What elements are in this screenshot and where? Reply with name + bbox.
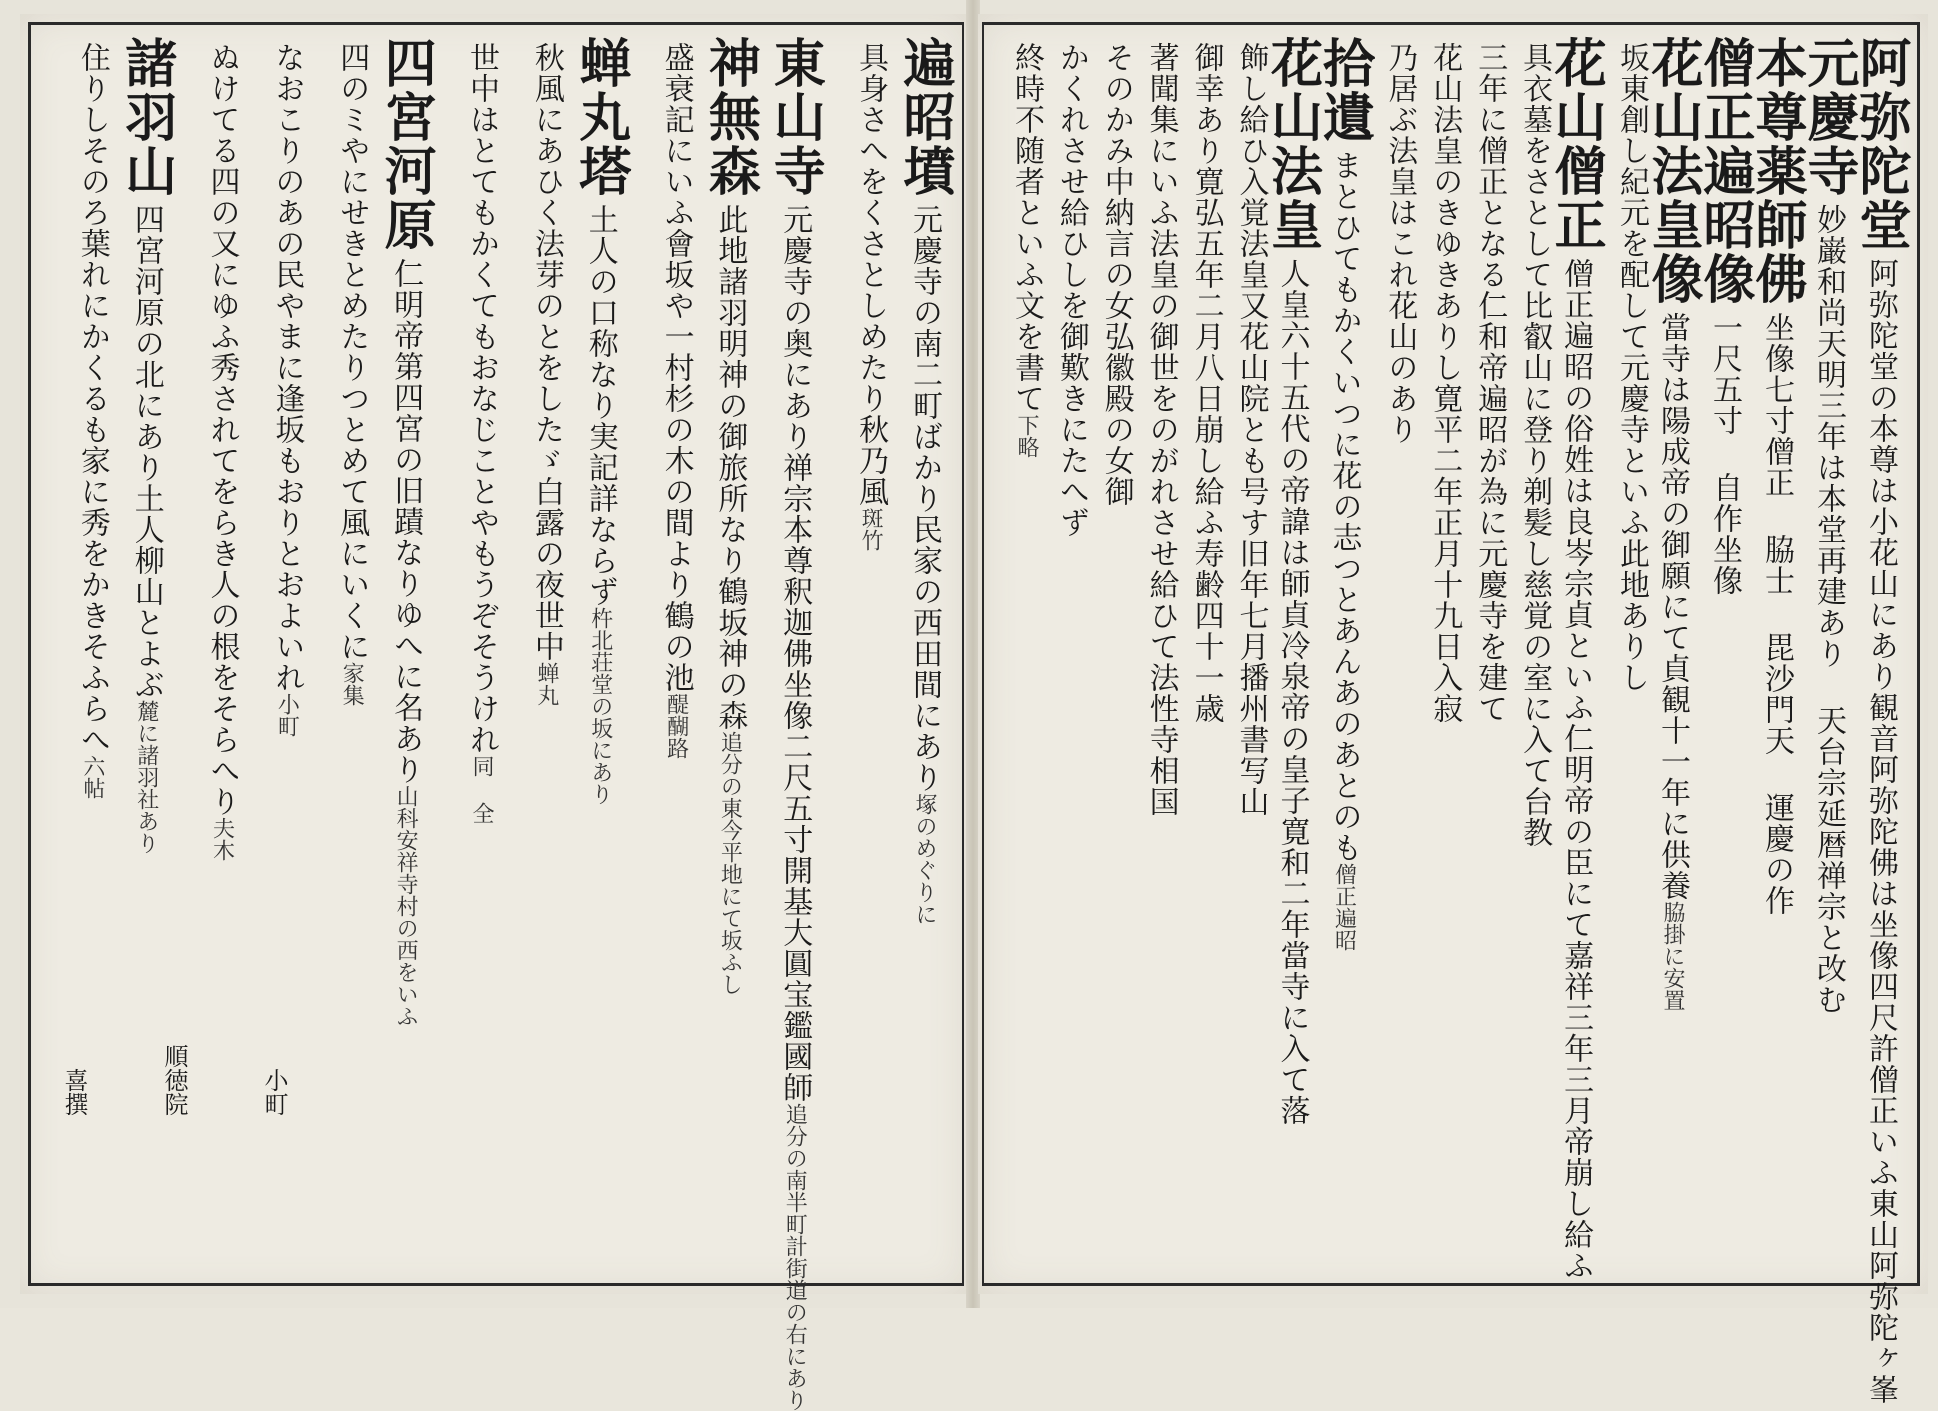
text-column (820, 36, 889, 1276)
entry-body: 元慶寺の奥にあり禅宗本尊釈迦佛坐像二尺五寸開基大圓宝鑑國師 (777, 204, 813, 1103)
entry-body: 具衣墓をさとして比叡山に登り剃髪し慈覚の室に入て台教 (1517, 42, 1553, 848)
text-column (1086, 36, 1134, 1276)
entry-heading: 東山寺 (764, 36, 826, 198)
entry-note: 杵北荘堂の坂にあり (587, 607, 613, 805)
entry-body: 四宮河原の北にあり土人柳山とよぶ (128, 204, 164, 700)
poem-signature: 順徳院 (160, 1044, 188, 1116)
entry-heading: 阿弥陀堂 (1850, 36, 1911, 252)
text-column (1694, 36, 1755, 1276)
entry-heading: 諸羽山 (115, 36, 177, 198)
entry-heading: 四宮河原 (375, 36, 437, 252)
entry-heading: 僧正遍昭像 (1694, 36, 1755, 306)
entry-body: 秋風にあひく法芽のとをしたゞ白露の夜世中 (528, 42, 564, 662)
text-column (1545, 36, 1607, 1281)
text-column (1261, 36, 1323, 1276)
text-column (1850, 36, 1911, 1405)
text-column (366, 36, 437, 1276)
entry-note: 追分の南半町計街道の右にあり (782, 1103, 808, 1411)
text-column (1642, 36, 1703, 1276)
text-column (691, 36, 761, 1276)
entry-heading: 花山法皇像 (1642, 36, 1703, 306)
entry-body: 坐像七寸僧正 脇士 毘沙門天 運慶の作 (1759, 312, 1794, 916)
entry-body: 終時不随者といふ文を書て (1008, 42, 1044, 414)
text-column (561, 36, 631, 1276)
entry-note: 脇掛に安置 (1660, 901, 1685, 1011)
entry-body: 坂東創し紀元を配して元慶寺といふ此地ありし (1614, 42, 1649, 693)
entry-body: 御幸あり寛弘五年二月八日崩し給ふ寿齢四十一歳 (1188, 42, 1224, 724)
entry-body: 妙巌和尚天明三年は本堂再建あり 天台宗延暦禅宗と改む (1811, 204, 1846, 1015)
entry-heading: 遍昭墳 (894, 36, 955, 198)
text-column (1746, 36, 1807, 1276)
entry-note: 麓に諸羽社あり (133, 700, 159, 854)
text-column (431, 36, 499, 1276)
entry-body: ぬけてる四の又にゆふ秀されてをらき人の根をそらへり (204, 42, 240, 817)
text-column (755, 36, 826, 1411)
text-column (1798, 36, 1859, 1276)
entry-heading: 蝉丸塔 (569, 36, 631, 198)
entry-heading: 本尊薬師佛 (1746, 36, 1807, 306)
entry-body: 人皇六十五代の帝諱は師貞冷泉帝の皇子寛和二年當寺に入て落 (1274, 258, 1310, 1126)
text-column (301, 36, 370, 1276)
text-column (1176, 36, 1224, 1276)
entry-body: まとひてもかくいつに花の志つとあんあのあとのも (1326, 150, 1362, 863)
entry-body: 三年に僧正となる仁和帝遍昭が為に元慶寺を建て (1472, 42, 1508, 724)
text-column (1313, 36, 1375, 1276)
entry-body: 飾し給ひ入覚法皇又花山院とも号す旧年七月播州書写山 (1233, 42, 1269, 817)
text-column (1369, 36, 1418, 1276)
entry-note: 山科安祥寺村の西をいふ (393, 785, 419, 1027)
right-page (978, 14, 1928, 1405)
entry-note: 斑竹 (858, 507, 884, 551)
entry-body: 四のミやにせきとめたりつとめて風にいくに (334, 42, 370, 662)
entry-note: 僧正遍昭 (1331, 863, 1357, 951)
poem-signature: 小町 (260, 1068, 288, 1116)
text-column (1504, 36, 1553, 1276)
entry-body: 世中はとてもかくてもおなじことやもうぞそうけれ (463, 42, 499, 755)
entry-body: 仁明帝第四宮の旧蹟なりゆへに名あり (388, 258, 424, 785)
text-column (626, 36, 694, 1276)
entry-note: 小町 (274, 693, 300, 737)
entry-body: 具身さへをくさとしめたり秋乃風 (853, 42, 889, 507)
entry-note: 醍醐路 (663, 693, 689, 759)
entry-body: 僧正遍昭の俗姓は良岑宗貞といふ仁明帝の臣にて嘉祥三年三月帝崩し給ふ (1558, 258, 1594, 1281)
poem-signature: 喜撰 (60, 1068, 88, 1116)
entry-body: そのかみ中納言の女弘徽殿の女御 (1098, 42, 1134, 507)
entry-note: 蝉丸 (533, 662, 559, 706)
entry-body: 花山法皇のきゆきありし寛平二年正月十九日入寂 (1427, 42, 1463, 724)
entry-note: 六帖 (79, 755, 105, 799)
entry-heading: 花山僧正 (1545, 36, 1607, 252)
right-page-columns (996, 36, 1911, 1405)
text-column (496, 36, 564, 1276)
entry-body: 此地諸羽明神の御旅所なり鶴坂神の森 (712, 204, 748, 731)
text-column (1221, 36, 1269, 1276)
entry-note: 同 全 (468, 755, 494, 824)
entry-body: 阿弥陀堂の本尊は小花山にあり観音阿弥陀佛は坐像四尺許僧正いふ東山阿弥陀ヶ峯 (1863, 258, 1898, 1405)
entry-note: 塚のめぐりに (912, 793, 937, 925)
entry-heading: 神無森 (699, 36, 761, 198)
left-page-columns (42, 36, 955, 1411)
entry-note: 夫木 (209, 817, 235, 861)
entry-body: 乃居ぶ法皇はこれ花山のあり (1382, 42, 1418, 445)
entry-body: 元慶寺の南二町ばかり民家の西田間にあり (907, 204, 942, 793)
entry-body: 一尺五寸 自作坐像 (1707, 312, 1742, 596)
text-column (885, 36, 955, 1276)
entry-heading: 花山法皇 (1261, 36, 1323, 252)
text-column (1414, 36, 1463, 1276)
text-column (996, 36, 1044, 1276)
entry-body: 當寺は陽成帝の御願にて貞観十一年に供養 (1655, 312, 1690, 901)
entry-body: 盛衰記にいふ會坂や一村杉の木の間より鶴の池 (658, 42, 694, 693)
text-column (1131, 36, 1179, 1276)
entry-body: 著聞集にいふ法皇の御世をのがれさせ給ひて法性寺相国 (1143, 42, 1179, 817)
text-column (1041, 36, 1089, 1276)
entry-heading: 元慶寺 (1798, 36, 1859, 198)
entry-body: かくれさせ給ひしを御歎きにたへず (1053, 42, 1089, 538)
entry-note: 追分の東今平地にて坂ふし (717, 731, 743, 995)
left-page (20, 14, 968, 1411)
entry-body: 土人の口称なり実記詳ならず (582, 204, 618, 607)
text-column (1459, 36, 1508, 1276)
text-column (1601, 36, 1649, 1276)
entry-body: なおこりのあの民やまに逢坂もおりとおよいれ (269, 42, 305, 693)
entry-note: 下略 (1013, 414, 1039, 458)
entry-note: 家集 (339, 662, 365, 706)
entry-body: 住りしそのろ葉れにかくるも家に秀をかきそふらへ (74, 42, 110, 755)
entry-heading: 拾遺 (1313, 36, 1375, 144)
